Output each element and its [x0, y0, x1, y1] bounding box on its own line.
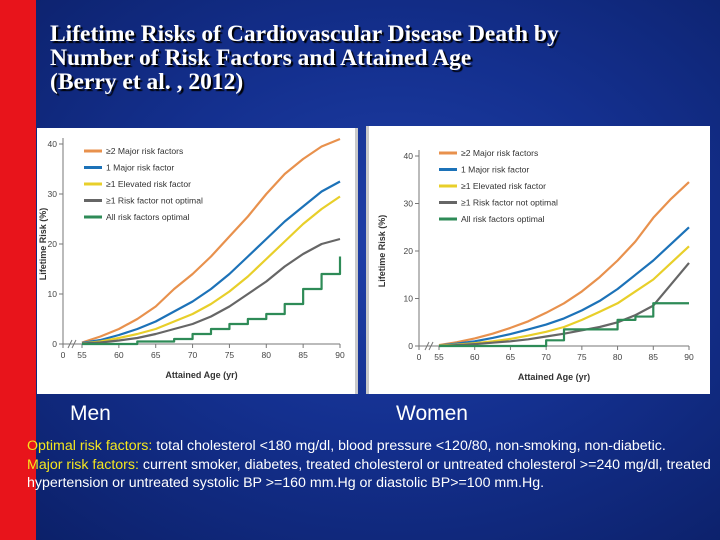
legend-label: All risk factors optimal: [461, 214, 545, 224]
x-tick-label: 55: [77, 350, 87, 360]
women-chart-panel: [366, 126, 710, 394]
optimal-definition: [27, 437, 712, 456]
y-tick-label: 30: [47, 189, 57, 199]
x-tick-label: 60: [469, 352, 480, 362]
series-line-4: [439, 303, 689, 346]
men-chart: [37, 128, 355, 394]
y-tick-label: 10: [47, 289, 57, 299]
footnote: [27, 437, 712, 493]
x-tick-label: 85: [648, 352, 659, 362]
legend-label: ≥2 Major risk factors: [461, 148, 539, 158]
legend-label: ≥1 Risk factor not optimal: [461, 197, 558, 208]
x-tick-label: 60: [114, 350, 124, 360]
x-tick-label: 75: [224, 350, 235, 360]
y-tick-label: 0: [52, 339, 57, 349]
slide-title: [50, 22, 710, 94]
women-label: Women: [396, 402, 468, 425]
x-tick-label: 0: [416, 352, 422, 362]
women-chart: [369, 126, 710, 394]
x-tick-label: 70: [541, 352, 551, 362]
x-tick-label: 75: [577, 352, 587, 362]
x-tick-label: 90: [684, 352, 694, 362]
title-line-1: Lifetime Risks of Cardiovascular Disease Death by: [50, 21, 559, 47]
y-tick-label: 30: [403, 198, 413, 209]
y-tick-label: 20: [403, 246, 413, 256]
x-tick-label: 90: [335, 350, 345, 360]
title-line-2: Number of Risk Factors and Attained Age: [50, 45, 472, 71]
men-chart-panel: [37, 128, 358, 394]
men-label: Men: [70, 402, 111, 425]
legend-label: ≥2 Major risk factors: [106, 146, 184, 156]
x-axis-title: Attained Age (yr): [165, 370, 238, 380]
y-tick-label: 40: [47, 139, 57, 149]
optimal-text: total cholesterol <180 mg/dl, blood pressure <120/80, non-smoking, non-diabetic.: [152, 438, 666, 454]
y-tick-label: 0: [408, 341, 413, 351]
y-axis-title: Lifetime Risk (%): [377, 214, 387, 288]
legend-label: ≥1 Risk factor not optimal: [106, 195, 203, 206]
x-tick-label: 0: [60, 350, 66, 360]
x-tick-label: 70: [187, 350, 198, 360]
x-tick-label: 85: [298, 350, 308, 360]
major-heading: Major risk factors:: [27, 456, 139, 473]
x-tick-label: 65: [505, 352, 516, 362]
legend-label: All risk factors optimal: [106, 212, 190, 222]
legend-label: 1 Major risk factor: [106, 162, 175, 173]
series-line-1: [82, 182, 340, 344]
y-tick-label: 20: [47, 239, 57, 249]
title-line-3: (Berry et al. , 2012): [50, 69, 244, 95]
x-tick-label: 55: [434, 352, 444, 362]
series-line-4: [82, 257, 340, 345]
x-tick-label: 65: [150, 350, 161, 360]
legend-label: 1 Major risk factor: [461, 164, 530, 175]
x-axis-title: Attained Age (yr): [517, 372, 591, 382]
x-tick-label: 80: [261, 350, 272, 360]
optimal-heading: Optimal risk factors:: [27, 438, 153, 454]
y-tick-label: 10: [403, 293, 413, 304]
y-tick-label: 40: [403, 151, 413, 161]
y-axis-title: Lifetime Risk (%): [38, 207, 48, 281]
major-definition: [27, 456, 712, 493]
major-text: current smoker, diabetes, treated cholesterol or untreated cholesterol >=240 mg/dl, treated hypertension or untreated systolic BP >=160 mm.Hg or diastolic BP>=100 mm.Hg.: [27, 456, 711, 492]
legend-label: ≥1 Elevated risk factor: [461, 181, 546, 191]
x-tick-label: 80: [612, 352, 623, 362]
legend-label: ≥1 Elevated risk factor: [106, 179, 191, 189]
